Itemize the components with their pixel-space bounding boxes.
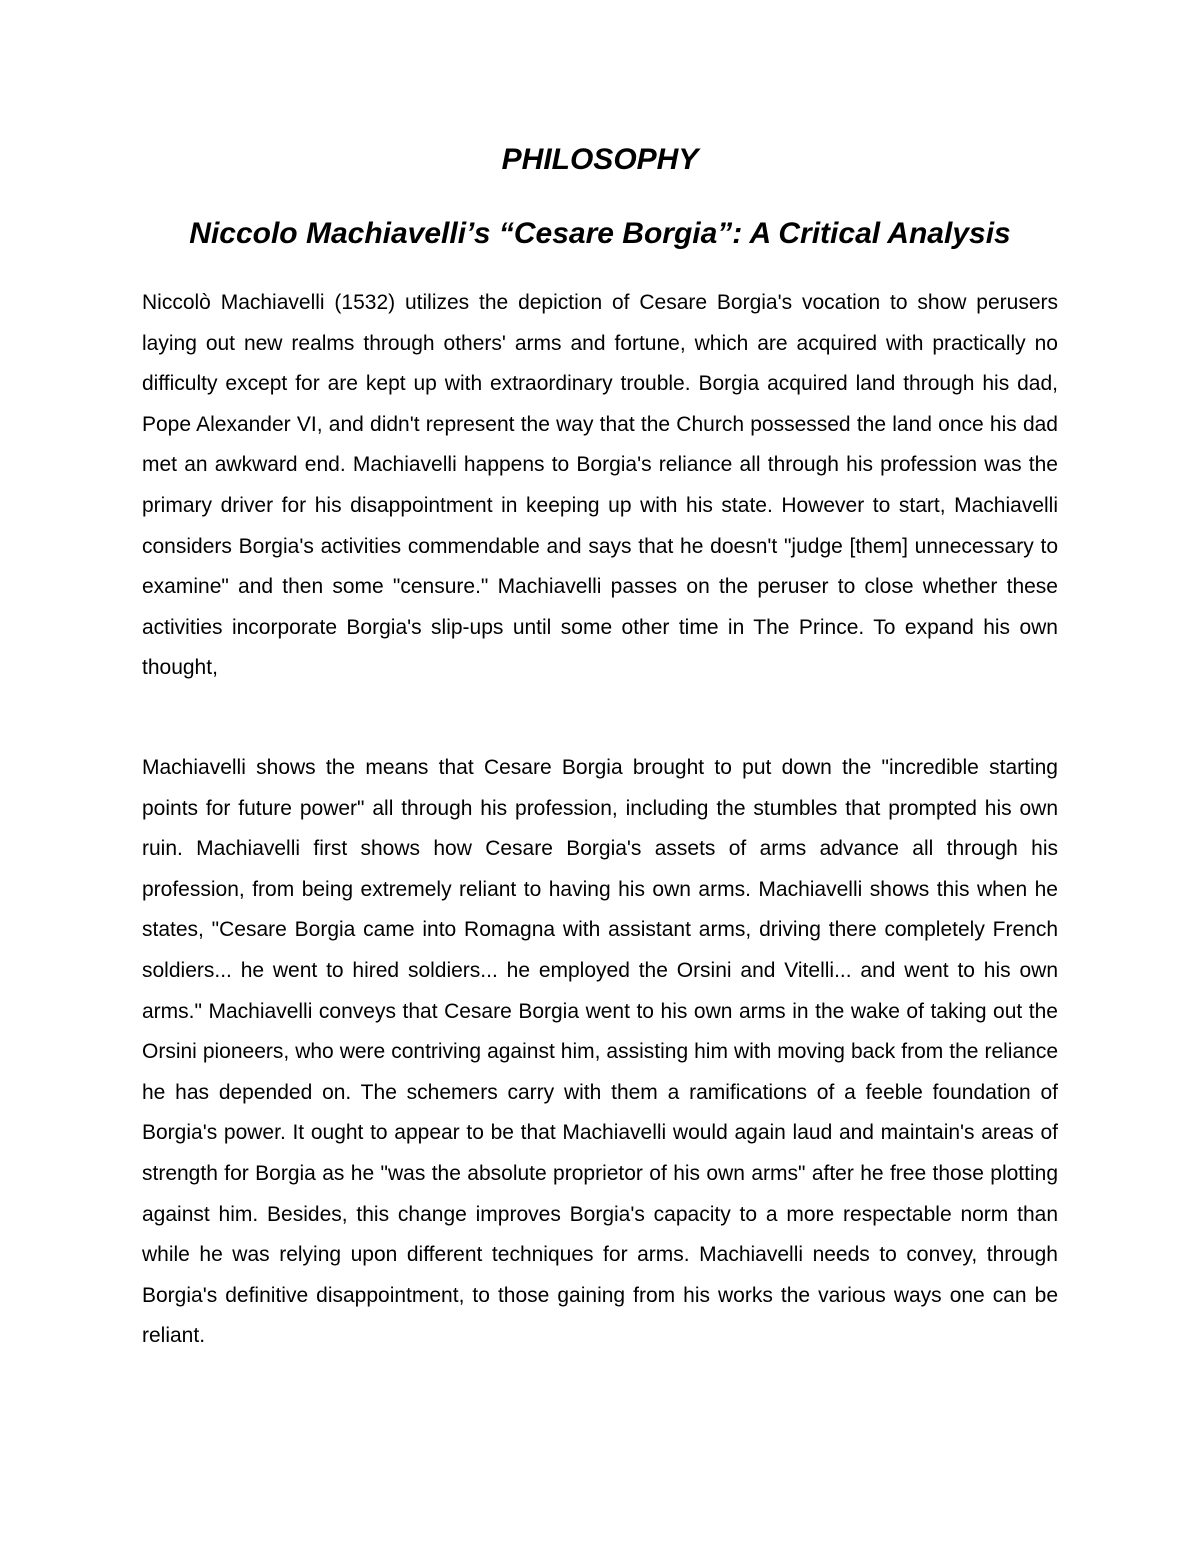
document-title: Niccolo Machiavelli’s “Cesare Borgia”: A Critical Analysis xyxy=(189,217,1011,250)
document-subject-heading: PHILOSOPHY xyxy=(501,143,699,176)
body-paragraph-1: Niccolò Machiavelli (1532) utilizes the depiction of Cesare Borgia's vocation to show perusers laying out new realms through others' arms and fortune, which are acquired with practically no difficulty except for are kept up with extraordinary trouble. Borgia acquired land through his dad, Pope Alexander VI, and didn't represent the way that the Church possessed the land once his dad met an awkward end. Machiavelli happens to Borgia's reliance all through his profession was the primary driver for his disappointment in keeping up with his state. However to start, Machiavelli considers Borgia's activities commendable and says that he doesn't "judge [them] unnecessary to examine" and then some "censure." Machiavelli passes on the peruser to close whether these activities incorporate Borgia's slip-ups until some other time in The Prince. To expand his own thought, xyxy=(142,291,1058,680)
body-paragraph-2: Machiavelli shows the means that Cesare Borgia brought to put down the "incredible starting points for future power" all through his profession, including the stumbles that prompted his own ruin. Machiavelli first shows how Cesare Borgia's assets of arms advance all through his profession, from being extremely reliant to having his own arms. Machiavelli shows this when he states, "Cesare Borgia came into Romagna with assistant arms, driving there completely French soldiers... he went to hired soldiers... he employed the Orsini and Vitelli... and went to his own arms." Machiavelli conveys that Cesare Borgia went to his own arms in the wake of taking out the Orsini pioneers, who were contriving against him, assisting him with moving back from the reliance he has depended on. The schemers carry with them a ramifications of a feeble foundation of Borgia's power. It ought to appear to be that Machiavelli would again laud and maintain's areas of strength for Borgia as he "was the absolute proprietor of his own arms" after he free those plotting against him. Besides, this change improves Borgia's capacity to a more respectable norm than while he was relying upon different techniques for arms. Machiavelli needs to convey, through Borgia's definitive disappointment, to those gaining from his works the various ways one can be reliant. xyxy=(142,756,1058,1348)
